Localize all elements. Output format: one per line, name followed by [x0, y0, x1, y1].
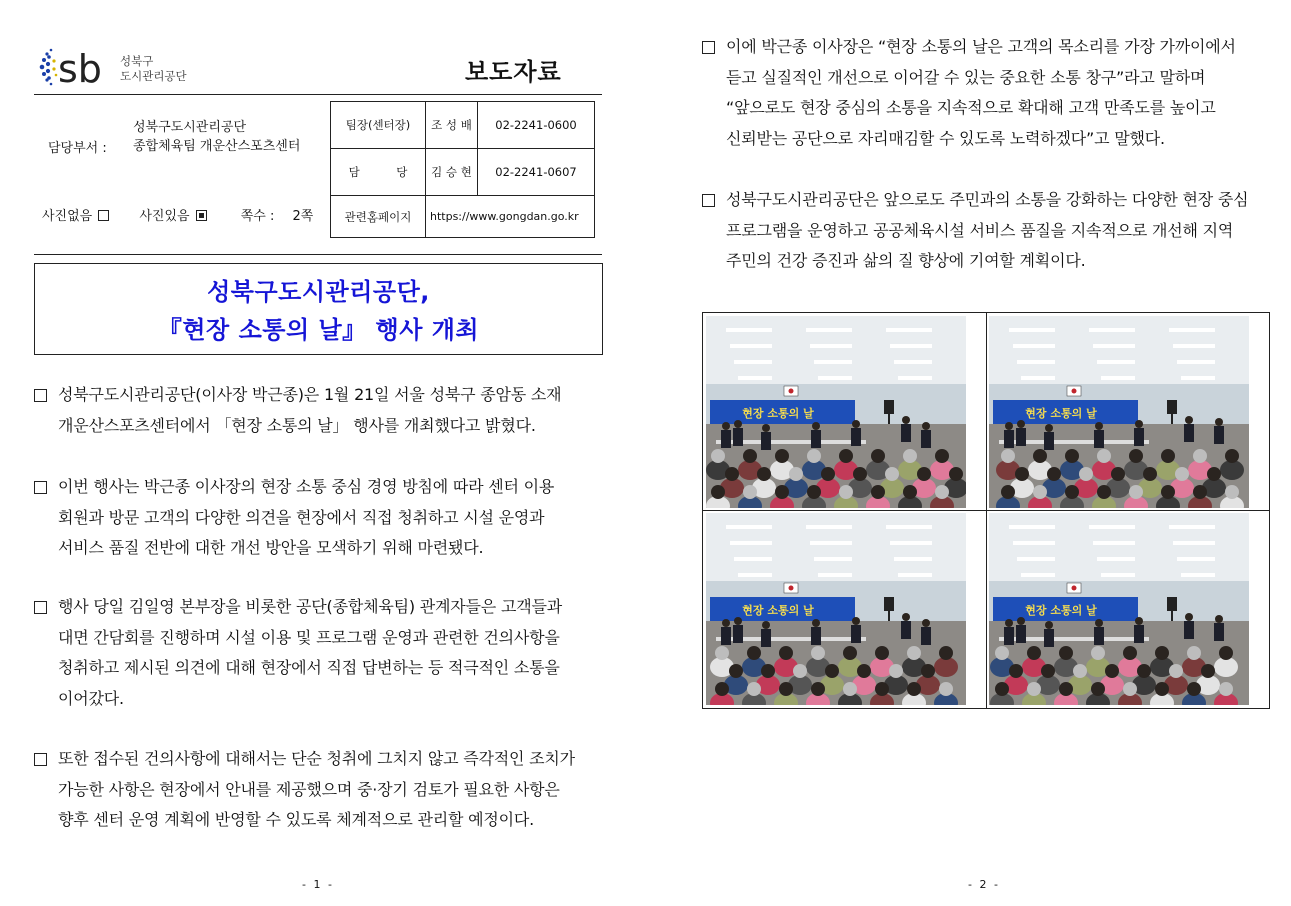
bullet-box	[34, 389, 47, 402]
svg-text:현장 소통의 날: 현장 소통의 날	[1025, 407, 1097, 420]
svg-text:현장 소통의 날: 현장 소통의 날	[742, 604, 814, 617]
photo-info: 사진없음 사진있음 쪽수 : 2쪽	[42, 209, 314, 224]
paragraph: 성북구도시관리공단(이사장 박근종)은 1월 21일 서울 성북구 종암동 소재 개운산스포츠센터에서 「현장 소통의 날」 행사를 개최했다고 밝혔다.	[58, 380, 606, 441]
bullet-box	[34, 481, 47, 494]
paragraph: 성북구도시관리공단은 앞으로도 주민과의 소통을 강화하는 다양한 현장 중심 프로그램을 운영하고 공공체육시설 서비스 품질을 지속적으로 개선해 지역 주민의 건강 증진과 삶의 질 향상에 기여할 계획이다.	[726, 185, 1274, 277]
no-photo-checkbox	[98, 210, 109, 221]
bullet-box	[702, 194, 715, 207]
bullet-box	[702, 41, 715, 54]
doc-type-title: 보도자료	[465, 58, 562, 86]
event-photo	[706, 316, 966, 508]
homepage-link[interactable]: https://www.gongdan.go.kr	[426, 196, 595, 238]
logo-text-line2: 도시관리공단	[120, 69, 187, 83]
org-logo	[38, 44, 198, 92]
paragraph: 또한 접수된 건의사항에 대해서는 단순 청취에 그치지 않고 즉각적인 조치가 가능한 사항은 현장에서 안내를 제공했으며 중·장기 검토가 필요한 사항은 향후 센터 운영 계획에 반영할 수 있도록 체계적으로 관리할 예정이다.	[58, 744, 606, 836]
paragraph: 행사 당일 김일영 본부장을 비롯한 공단(종합체육팀) 관계자들은 고객들과 대면 간담회를 진행하며 시설 이용 및 프로그램 운영과 관련한 건의사항을 청취하고 제시된 의견에 대해 현장에서 직접 답변하는 등 적극적인 소통을 이어갔다.	[58, 592, 606, 714]
event-photo-grid	[702, 312, 1270, 709]
svg-text:현장 소통의 날: 현장 소통의 날	[742, 407, 814, 420]
bullet-box	[34, 753, 47, 766]
contact-row: 팀장(센터장) 조 성 배 02-2241-0600	[331, 102, 595, 149]
page-number: - 1 -	[302, 878, 334, 891]
logo-mark-icon	[38, 44, 120, 90]
svg-text:현장 소통의 날: 현장 소통의 날	[1025, 604, 1097, 617]
headline-line2: 『현장 소통의 날』 행사 개최	[157, 316, 480, 344]
department-label: 담당부서 :	[48, 141, 107, 156]
header-bottom-divider	[34, 254, 602, 255]
has-photo-checkbox	[196, 210, 207, 221]
paragraph: 이에 박근종 이사장은 “현장 소통의 날은 고객의 목소리를 가장 가까이에서 듣고 실질적인 개선으로 이어갈 수 있는 중요한 소통 창구”라고 말하며 “앞으로도 현장 중심의 소통을 지속적으로 확대해 고객 만족도를 높이고 신뢰받는 공단으로 자리매김할 수 있도록 노력하겠다”고 말했다.	[726, 32, 1274, 154]
page-1	[0, 0, 645, 906]
contact-row: 관련홈페이지 https://www.gongdan.go.kr	[331, 196, 595, 238]
department-name: 성북구도시관리공단 종합체육팀 개운산스포츠센터	[133, 120, 301, 154]
svg-text:sb: sb	[58, 47, 102, 90]
paragraph: 이번 행사는 박근종 이사장의 현장 소통 중심 경영 방침에 따라 센터 이용 회원과 방문 고객의 다양한 의견을 현장에서 직접 청취하고 시설 운영과 서비스 품질 전반에 대한 개선 방안을 모색하기 위해 마련됐다.	[58, 472, 606, 564]
contact-row: 담 당 김 승 현 02-2241-0607	[331, 149, 595, 196]
page-2	[646, 0, 1291, 906]
header-divider	[34, 94, 602, 95]
headline-line1: 성북구도시관리공단,	[207, 278, 430, 306]
event-photo	[989, 513, 1249, 705]
headline-box	[34, 263, 603, 355]
page-number: - 2 -	[968, 878, 1000, 891]
event-photo	[706, 513, 966, 705]
contact-table	[330, 101, 595, 238]
logo-text-line1: 성북구	[120, 54, 154, 68]
bullet-box	[34, 601, 47, 614]
event-photo	[989, 316, 1249, 508]
